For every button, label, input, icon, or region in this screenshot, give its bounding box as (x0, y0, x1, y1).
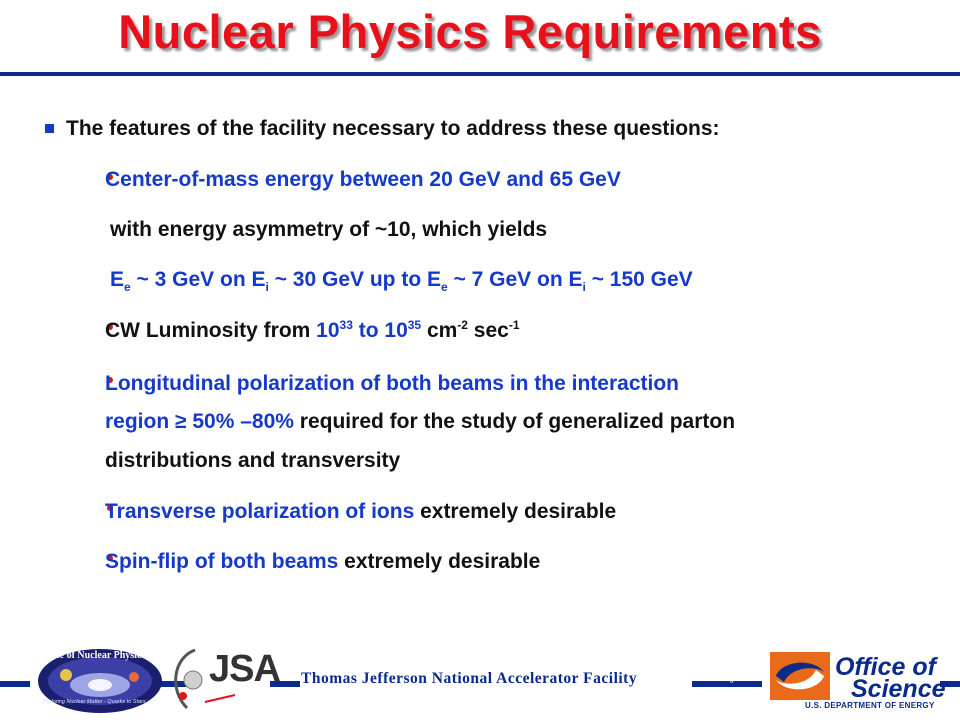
office-of-nuclear-physics-logo (26, 635, 174, 719)
jsa-logo-text: JSA (209, 648, 280, 690)
onp-logo-tagline: Exploring Nuclear Matter - Quarks to Stars (42, 699, 146, 705)
office-of-science-logo-graphic (770, 652, 830, 700)
luminosity-line: CW Luminosity from $10^{33}$ to $10^{35}$ $cm^{-2}$ $\sec^{-1}$ (105, 318, 520, 342)
office-of-science-line1: Office of (835, 653, 936, 681)
energy-line-2: with energy asymmetry of ~10, which yields (110, 218, 548, 241)
title-underline (0, 72, 960, 76)
spin-flip-line: Spin-flip of both beams extremely desirable (105, 550, 541, 573)
page-number: Page 6 (721, 676, 744, 683)
lab-name: Thomas Jefferson National Accelerator Facility (301, 670, 638, 687)
jsa-logo (165, 640, 280, 720)
polarization-line-3: distributions and transversity (105, 449, 401, 472)
lead-text: The features of the facility necessary to address these questions: (66, 117, 720, 140)
office-of-science-logo (770, 652, 830, 700)
onp-logo-text: Office of Nuclear Physics (38, 650, 146, 661)
transverse-line: Transverse polarization of ions extremely desirable (105, 500, 617, 523)
energy-line-3: $E_e$ ~ 3 GeV on $E_i$ ~ 30 GeV up to $E_e$ ~ 7 GeV on $E_i$ ~ 150 GeV (110, 268, 693, 295)
office-of-science-line2: Science (851, 675, 946, 703)
doe-text: U.S. DEPARTMENT OF ENERGY (805, 701, 935, 710)
onp-logo-graphic (26, 635, 174, 719)
energy-line-1: Center-of-mass energy between 20 GeV and 65 GeV (105, 168, 621, 191)
slide-title: Nuclear Physics Requirements (118, 5, 822, 58)
square-bullet-icon (45, 124, 54, 133)
polarization-line-2: region ≥ 50% –80% required for the study of generalized parton (105, 410, 736, 433)
polarization-line-1: Longitudinal polarization of both beams in the interaction (105, 372, 679, 395)
